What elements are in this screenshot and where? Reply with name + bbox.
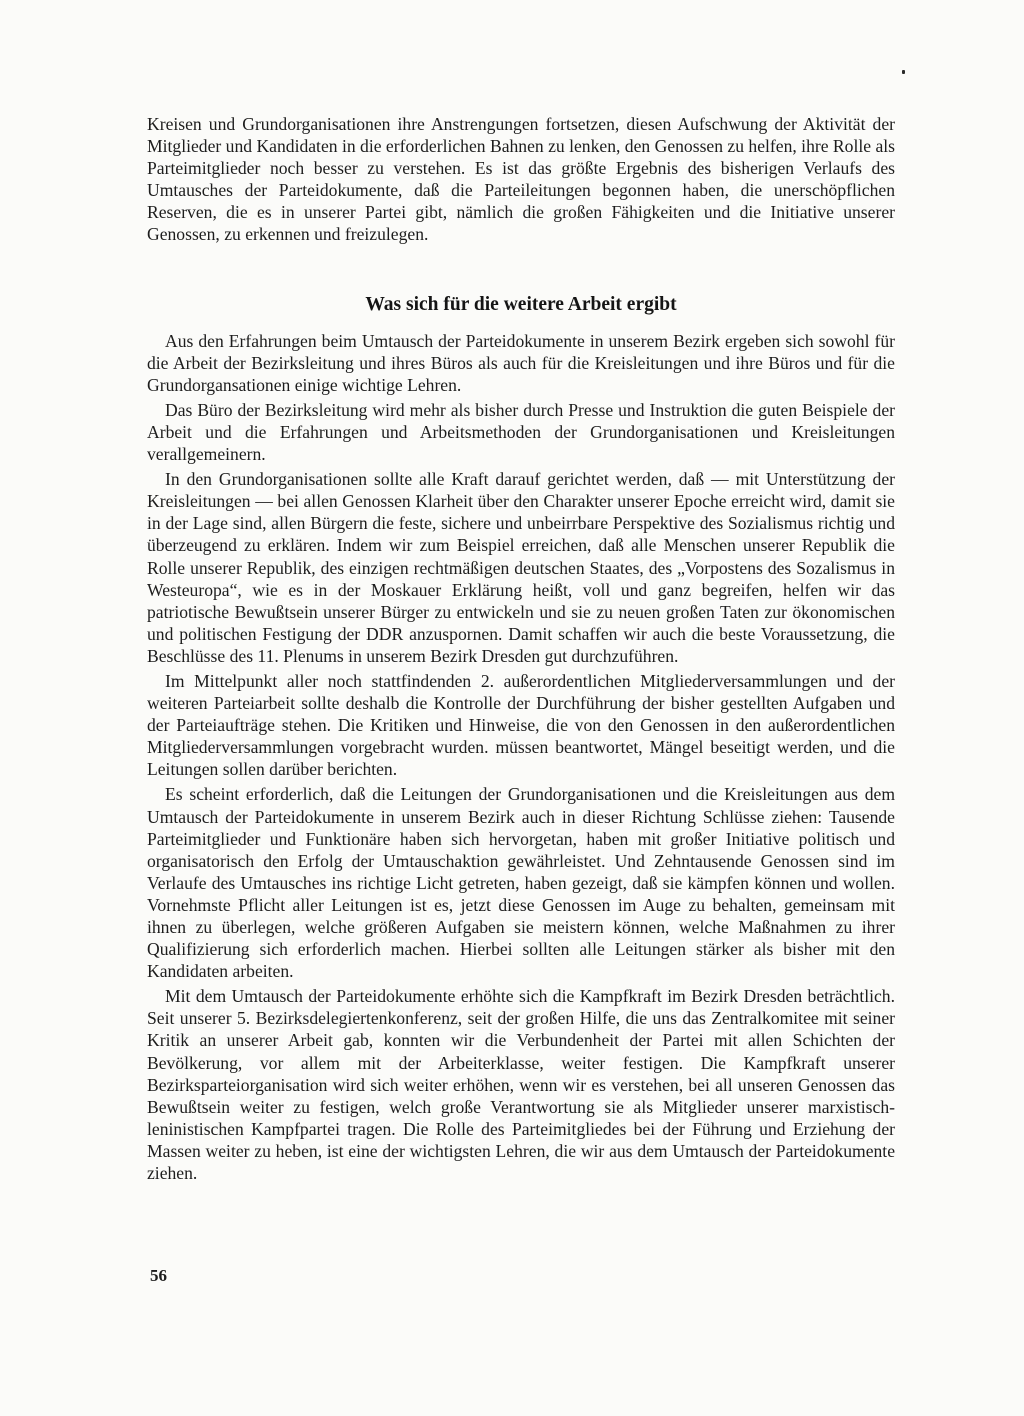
body-paragraph-5: Es scheint erforderlich, daß die Leitungen der Grundorganisationen und die Kreisleitungen aus dem Umtausch der Parteidokumente in unserem Bezirk auch in dieser Richtung Schlüsse ziehen: Tausende Parteimitglieder und Funktionäre haben sich hervorgetan, haben mit großer Initiative politisch und organisatorisch den Erfolg der Umtauschaktion gewährleistet. Und Zehntausende Genossen sind im Verlaufe des Umtausches ins richtige Licht getreten, haben gezeigt, daß sie kämpfen können und wollen. Vornehmste Pflicht aller Leitungen ist es, jetzt diese Genossen im Auge zu behalten, gemeinsam mit ihnen zu überlegen, welche größeren Aufgaben sie meistern können, welche Maßnahmen zu ihrer Qualifizierung sich erforderlich machen. Hierbei sollten alle Leitungen stärker als bisher mit den Kandidaten arbeiten.	[147, 784, 895, 982]
body-paragraph-1: Aus den Erfahrungen beim Umtausch der Parteidokumente in unserem Bezirk ergeben sich sowohl für die Arbeit der Bezirksleitung und ihres Büros als auch für die Kreisleitungen und ihre Büros und für die Grundorgansationen einige wichtige Lehren.	[147, 330, 895, 395]
body-paragraph-3: In den Grundorganisationen sollte alle Kraft darauf gerichtet werden, daß — mit Unterstützung der Kreisleitungen — bei allen Genossen Klarheit über den Charakter unserer Epoche erreicht wird, damit sie in der Lage sind, allen Bürgern die feste, sichere und unbeirrbare Perspektive des Sozialismus richtig und überzeugend zu erklären. Indem wir zum Beispiel erreichen, daß alle Menschen unserer Republik die Rolle unserer Republik, des einzigen rechtmäßigen deutschen Staates, des „Vorpostens des Sozalismus in Westeuropa“, wie es in der Moskauer Erklärung heißt, voll und ganz begreifen, helfen wir das patriotische Bewußtsein unserer Bürger zu entwickeln und sie zu neuen großen Taten zur ökonomischen und politischen Festigung der DDR anzuspornen. Damit schaffen wir auch die beste Voraussetzung, die Beschlüsse des 11. Plenums in unserem Bezirk Dresden gut durchzuführen.	[147, 469, 895, 666]
body-paragraph-2: Das Büro der Bezirksleitung wird mehr als bisher durch Presse und Instruktion die guten Beispiele der Arbeit und die Erfahrungen und Arbeitsmethoden der Grundorganisationen und Kreisleitungen verallgemeinern.	[147, 399, 895, 465]
section-heading: Was sich für die weitere Arbeit ergibt	[365, 293, 677, 315]
body-paragraph-4: Im Mittelpunkt aller noch stattfindenden 2. außerordentlichen Mitgliederversammlungen und der weiteren Parteiarbeit sollte deshalb die Kontrolle der Durchführung der bisher gestellten Aufgaben und der Parteiaufträge stehen. Die Kritiken und Hinweise, die von den Genossen in den außerordentlichen Mitgliederversammlungen vorgebracht wurden. müssen beantwortet, Mängel beseitigt werden, und die Leitungen sollen darüber berichten.	[147, 670, 895, 780]
print-speck	[902, 70, 905, 74]
page-number: 56	[150, 1266, 167, 1285]
intro-paragraph: Kreisen und Grundorganisationen ihre Anstrengungen fortsetzen, diesen Aufschwung der Aktivität der Mitglieder und Kandidaten in die erforderlichen Bahnen zu lenken, den Genossen zu helfen, ihre Rolle als Parteimitglieder noch besser zu verstehen. Es ist das größte Ergebnis des bisherigen Verlaufs des Umtausches der Parteidokumente, daß die Parteileitungen begonnen haben, die unerschöpflichen Reserven, die es in unserer Partei gibt, nämlich die großen Fähigkeiten und die Initiative unserer Genossen, zu erkennen und freizulegen.	[147, 114, 895, 245]
body-paragraph-6: Mit dem Umtausch der Parteidokumente erhöhte sich die Kampfkraft im Bezirk Dresden beträchtlich. Seit unserer 5. Bezirksdelegiertenkonferenz, seit der großen Hilfe, die uns das Zentralkomitee mit seiner Kritik an unserer Arbeit gab, konnten wir die Verbundenheit der Partei mit allen Schichten der Bevölkerung, vor allem mit der Arbeiterklasse, weiter festigen. Die Kampfkraft unserer Bezirksparteiorganisation wird sich weiter erhöhen, wenn wir es verstehen, bei all unseren Genossen das Bewußtsein weiter zu festigen, welch große Verantwortung sie als Mitglieder unserer marxistisch-leninistischen Kampfpartei tragen. Die Rolle des Parteimitgliedes bei der Führung und Erziehung der Massen weiter zu heben, ist eine der wichtigsten Lehren, die wir aus dem Umtausch der Parteidokumente ziehen.	[147, 986, 895, 1184]
text-column	[147, 113, 895, 1184]
